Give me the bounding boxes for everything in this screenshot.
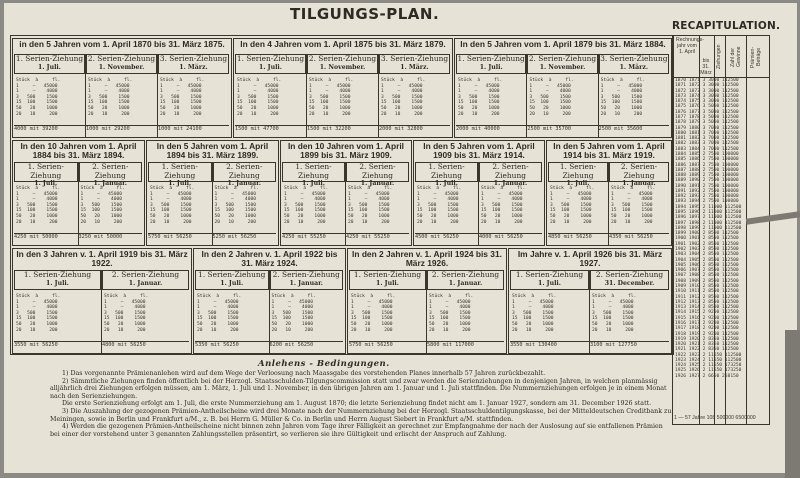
series-date: 1. Juli. — [566, 180, 590, 187]
series-date: 1. Januar. — [93, 180, 127, 187]
series-date: 1. Juli. — [259, 63, 282, 71]
recap-rows — [675, 78, 769, 422]
series-header — [213, 162, 277, 187]
recap-row: 1886 1887 2 7500 100000 — [675, 162, 739, 168]
series-header — [479, 162, 542, 187]
condition-paragraph: Die erste Serienziehung erfolgt am 1. Juli, die erste Nummerziehung am 1. August 1870; die letzte Serienziehung findet nicht am 1. Januar 1927, sondern am 31. December 1926 statt. — [62, 400, 652, 408]
recap-row: 1897 1898 2 11000 112500 — [675, 220, 742, 226]
series-header — [195, 270, 269, 290]
period-title: In den 5 Jahren vom 1. April 1879 bis 31. März 1884. — [460, 39, 666, 49]
condition-paragraph: 2) Sämmtliche Ziehungen finden öffentlich bei der Herzogl. Staatsschulden-Tilgungscommission statt und zwar werden die Serienziehungen in denjenigen Jahren, in welchen planmässig alljährlich drei Ziehungen erfolgen müssen, am 1. März, 1. Juli und 1. November, in den übrigen Jahren am 1. Januar und 1. Juli stattfinden. Die Nummernziehungen erfolgen je in einem Monat nach den Serienziehungen. — [50, 377, 667, 400]
series-header — [349, 270, 426, 290]
recap-row: 1877 1878 3 5000 112500 — [675, 114, 739, 120]
recap-row: 1891 1892 2 7500 100000 — [675, 188, 739, 194]
recap-row: 1874 1875 3 3000 112500 — [675, 99, 739, 105]
series-header — [527, 54, 597, 74]
series-name: 1. Serien-Ziehung — [428, 162, 465, 180]
recap-row: 1920 1921 2 8350 112500 — [675, 342, 739, 348]
series-values: Stück à fl. 1 — 45000 1 — 4000 3 500 1500 15 100 1500 50 20 1000 20 10 200 — [458, 78, 503, 117]
recap-row: 1880 1881 3 7000 112500 — [675, 130, 739, 136]
series-header — [270, 270, 344, 290]
series-total: 4250 mit 55250 — [346, 233, 409, 244]
series-name: 1. Serien-Ziehung — [23, 270, 92, 279]
series-header — [510, 270, 589, 290]
series-values: Stück à fl. 1 — 45000 1 — 4000 3 500 1500 15 100 1500 50 20 1000 20 10 200 — [104, 294, 149, 333]
series-date: 1. Juli. — [538, 279, 561, 287]
series-date: 1. Juli. — [38, 63, 61, 71]
series-header — [427, 270, 504, 290]
series-divider — [345, 162, 346, 246]
series-values: Stück à fl. 1 — 45000 1 — 4000 3 500 1500 15 100 1500 50 20 1000 20 10 200 — [429, 294, 474, 333]
recap-header-count: Zahl der Gewinne — [730, 46, 742, 68]
period-title: In den 2 Jahren v. 1. April 1922 bis 31. März 1924. — [201, 249, 338, 268]
series-name: 3. Serien-Ziehung — [600, 54, 668, 63]
series-total: 5800 mit 117000 — [427, 341, 504, 352]
series-date: 1. Januar. — [448, 279, 483, 287]
recap-header-to: bis 31. März — [700, 58, 712, 76]
recap-row: 1903 1904 2 8500 112500 — [675, 252, 739, 258]
period-title: in den 5 Jahren vom 1. April 1870 bis 31. März 1875. — [19, 39, 225, 49]
recap-row: 1921 1922 2 8350 112500 — [675, 347, 739, 353]
period-title: In den 5 Jahren vom 1. April 1914 bis 31. März 1919. — [553, 141, 665, 160]
series-header — [102, 270, 189, 290]
period-title: In den 10 Jahren vom 1. April 1884 bis 31. März 1894. — [20, 141, 137, 160]
recap-row: 1906 1907 2 8500 112500 — [675, 268, 739, 274]
series-date: 1. Januar. — [493, 180, 528, 187]
period-title: In den 2 Jahren v. 1. April 1924 bis 31. März 1926. — [352, 249, 502, 268]
series-date: 1. Juli. — [435, 180, 458, 187]
recap-row: 1878 1879 3 5000 112500 — [675, 120, 739, 126]
series-values: Stück à fl. 1 — 45000 1 — 4000 3 500 1500 15 100 1500 50 20 1000 20 10 200 — [550, 186, 595, 225]
recap-row: 1923 1924 2 11550 112500 — [675, 357, 742, 363]
series-name: 2. Serien-Ziehung — [272, 270, 340, 279]
series-total: 2500 mit 35700 — [527, 125, 597, 136]
series-name: 1. Serien-Ziehung — [15, 54, 84, 63]
period-title: In den 5 Jahren vom 1. April 1909 bis 31. März 1914. — [423, 141, 535, 160]
recap-row: 1901 1902 2 8500 112500 — [675, 241, 739, 247]
series-divider — [598, 54, 599, 138]
series-total: 4250 mit 50000 — [14, 233, 78, 244]
series-total: 5350 mit 56250 — [195, 341, 269, 352]
recap-row: 1879 1880 3 7000 112500 — [675, 125, 739, 131]
series-name: 1. Serien-Ziehung — [515, 270, 584, 279]
recap-row: 1900 1901 2 8500 112500 — [675, 236, 739, 242]
series-header — [415, 162, 478, 187]
series-values: Stück à fl. 1 — 45000 1 — 4000 3 500 1500 15 100 1500 50 20 1000 20 10 200 — [160, 78, 205, 117]
series-values: Stück à fl. 1 — 45000 1 — 4000 3 500 1500 15 100 1500 50 20 1000 20 10 200 — [381, 78, 426, 117]
recap-row: 1917 1918 2 9200 112500 — [675, 326, 739, 332]
series-date: 1. März. — [400, 63, 429, 71]
series-divider — [78, 162, 79, 246]
series-total: 2500 mit 35600 — [599, 125, 669, 136]
series-values: Stück à fl. 1 — 45000 1 — 4000 3 500 1500 15 100 1500 50 20 1000 20 10 200 — [481, 186, 526, 225]
period-title: In den 4 Jahren vom 1. April 1875 bis 31. März 1879. — [240, 39, 446, 49]
series-values: Stück à fl. 1 — 45000 1 — 4000 3 500 1500 15 100 1500 50 20 1000 20 10 200 — [88, 78, 133, 117]
recap-row: 1884 1885 2 7500 100000 — [675, 151, 739, 157]
series-values: Stück à fl. 1 — 45000 1 — 4000 3 500 1500 15 100 1500 50 20 1000 20 10 200 — [150, 186, 195, 225]
recap-row: 1911 1912 2 8500 112500 — [675, 294, 739, 300]
series-header — [307, 54, 378, 74]
series-date: 1. November. — [319, 63, 366, 71]
recap-row: 1896 1897 2 11000 112500 — [675, 215, 742, 221]
recap-row: 1908 1909 2 8500 112500 — [675, 278, 739, 284]
recap-header-amount: Prämien-Beträge — [750, 46, 762, 68]
series-total: 4000 mit 39200 — [14, 125, 85, 136]
series-total: 5750 mit 56250 — [349, 341, 426, 352]
series-header — [14, 162, 78, 187]
series-total: 2000 mit 32800 — [379, 125, 450, 136]
series-name: 2. Serien-Ziehung — [528, 54, 597, 63]
series-values: Stück à fl. 1 — 45000 1 — 4000 3 500 1500 15 100 1500 50 20 1000 20 10 200 — [512, 294, 557, 333]
series-name: 2. Serien-Ziehung — [111, 270, 180, 279]
series-divider — [306, 54, 307, 138]
recap-row: 1895 1896 2 11000 112500 — [675, 210, 742, 216]
series-values: Stück à fl. 1 — 45000 1 — 4000 3 500 1500 15 100 1500 50 20 1000 20 10 200 — [417, 186, 462, 225]
series-name: 2. Serien-Ziehung — [359, 162, 396, 180]
series-header — [599, 54, 669, 74]
series-header — [158, 54, 229, 74]
series-header — [548, 162, 608, 187]
series-values: Stück à fl. 1 — 45000 1 — 4000 3 500 1500 15 100 1500 50 20 1000 20 10 200 — [529, 78, 574, 117]
series-name: 2. Serien-Ziehung — [87, 54, 156, 63]
recap-row: 1904 1905 2 8500 112500 — [675, 257, 739, 263]
series-divider — [608, 162, 609, 246]
series-values: Stück à fl. 1 — 45000 1 — 4000 3 500 1500 15 100 1500 50 20 1000 20 10 200 — [351, 294, 396, 333]
period-title: In den 3 Jahren v. 1. April 1919 bis 31. März 1922. — [16, 249, 188, 268]
recap-row: 1926 1927 2 6650 258150 — [675, 373, 739, 379]
series-total: 1000 mit 24100 — [158, 125, 229, 136]
series-name: 1. Serien-Ziehung — [295, 162, 332, 180]
recap-row: 1913 1914 2 8500 112500 — [675, 305, 739, 311]
recap-row: 1925 1926 2 11550 173250 — [675, 368, 742, 374]
recap-row: 1909 1910 2 8500 112500 — [675, 283, 739, 289]
series-name: 1. Serien-Ziehung — [457, 54, 525, 63]
series-date: 1. Juli. — [34, 180, 58, 187]
series-header — [609, 162, 669, 187]
recap-row: 1883 1884 3 7000 112500 — [675, 146, 739, 152]
series-divider — [212, 162, 213, 246]
recap-footer: 1 — 57 Jahre 108 500000 6500000 — [674, 415, 756, 421]
series-total: 6200 mit 56250 — [270, 341, 344, 352]
recap-row: 1870 1871 3 3000 112500 — [675, 78, 739, 83]
series-date: 1. Januar. — [289, 279, 323, 287]
series-name: 1. Serien-Ziehung — [559, 162, 597, 180]
series-name: 2. Serien-Ziehung — [226, 162, 263, 180]
series-total: 3550 mit 56250 — [14, 341, 101, 352]
recap-row: 1876 1877 3 5000 112500 — [675, 109, 739, 115]
recap-row: 1916 1917 2 9200 112500 — [675, 320, 739, 326]
series-name: 2. Serien-Ziehung — [92, 162, 129, 180]
series-values: Stück à fl. 1 — 45000 1 — 4000 3 500 1500 15 100 1500 50 20 1000 20 10 200 — [611, 186, 656, 225]
series-name: 1. Serien-Ziehung — [236, 54, 305, 63]
recap-row: 1893 1894 2 7500 100000 — [675, 199, 739, 205]
series-total: 3250 mit 50000 — [79, 233, 143, 244]
recap-row: 1885 1886 2 7500 100000 — [675, 157, 739, 163]
series-date: 1. Juli. — [376, 279, 399, 287]
series-total: 4850 mit 56250 — [548, 233, 608, 244]
recap-row: 1871 1872 3 3000 112500 — [675, 83, 739, 89]
series-date: 1. November. — [539, 63, 586, 71]
series-values: Stück à fl. 1 — 45000 1 — 4000 3 500 1500 15 100 1500 50 20 1000 20 10 200 — [16, 294, 61, 333]
series-divider — [85, 54, 86, 138]
series-values: Stück à fl. 1 — 45000 1 — 4000 3 500 1500 15 100 1500 50 20 1000 20 10 200 — [592, 294, 637, 333]
recap-row: 1914 1915 2 9200 112500 — [675, 310, 739, 316]
series-total: 4250 mit 55250 — [282, 233, 345, 244]
recap-row: 1918 1919 2 9200 112500 — [675, 331, 739, 337]
series-header — [14, 270, 101, 290]
paper-tear — [785, 330, 800, 478]
recap-row: 1894 1895 2 11000 112500 — [675, 204, 742, 210]
recap-row: 1922 1923 2 11550 112500 — [675, 352, 742, 358]
recap-row: 1915 1916 2 9200 112500 — [675, 315, 739, 321]
series-values: Stück à fl. 1 — 45000 1 — 4000 3 500 1500 15 100 1500 50 20 1000 20 10 200 — [16, 78, 61, 117]
series-total: 4350 mit 56250 — [609, 233, 669, 244]
recap-row: 1892 1893 2 7500 100000 — [675, 194, 739, 200]
series-header — [282, 162, 345, 187]
series-values: Stück à fl. 1 — 45000 1 — 4000 3 500 1500 15 100 1500 50 20 1000 20 10 200 — [214, 186, 259, 225]
series-total: 4000 mit 56250 — [479, 233, 542, 244]
series-date: 1. Juli. — [46, 279, 69, 287]
series-header — [590, 270, 669, 290]
series-total: 3550 mit 130400 — [510, 341, 589, 352]
recap-row: 1899 1900 2 8500 112500 — [675, 231, 739, 237]
series-date: 1. Januar. — [360, 180, 395, 187]
conditions-title: Anlehens - Bedingungen. — [258, 359, 390, 369]
series-header — [235, 54, 306, 74]
series-name: 1. Serien-Ziehung — [353, 270, 422, 279]
series-divider — [526, 54, 527, 138]
series-header — [379, 54, 450, 74]
series-date: 1. Januar. — [128, 279, 163, 287]
series-name: 2. Serien-Ziehung — [595, 270, 664, 279]
series-values: Stück à fl. 1 — 45000 1 — 4000 3 500 1500 15 100 1500 50 20 1000 20 10 200 — [284, 186, 329, 225]
series-divider — [101, 270, 102, 354]
condition-paragraph: 4) Werden die gezogenen Prämien-Antheilscheine nicht binnen zehn Jahren vom Tage ihrer Fälligkeit an gerechnet zur Empfangnahme der nach der Auslosung auf sie entfallenen Prämien bei einer der vorstehend unter 3 genannten Zahlungsstellen präsentirt, so verlieren sie ihre Gültigkeit und erlischt der Anspruch auf Zahlung. — [50, 423, 663, 438]
series-divider — [269, 270, 270, 354]
series-total: 3100 mit 127750 — [590, 341, 669, 352]
recap-row: 1890 1891 2 7500 100000 — [675, 183, 739, 189]
condition-paragraph: 1) Das vorgenannte Prämienanlehen wird auf dem Wege der Verloosung nach Maassgabe des vorstehenden Planes innerhalb 57 Jahren zurückbezahlt. — [62, 370, 546, 377]
period-title: In den 10 Jahren vom 1. April 1899 bis 31. März 1909. — [287, 141, 405, 160]
series-name: 2. Serien-Ziehung — [492, 162, 529, 180]
recap-row: 1888 1889 2 7500 100000 — [675, 173, 739, 179]
recap-row: 1902 1903 2 8500 112500 — [675, 247, 739, 252]
series-date: 1. Juli. — [220, 279, 244, 287]
series-values: Stück à fl. 1 — 45000 1 — 4000 3 500 1500 15 100 1500 50 20 1000 20 10 200 — [197, 294, 242, 333]
series-date: 31. December. — [604, 279, 655, 287]
series-total: 4800 mit 56250 — [102, 341, 189, 352]
series-header — [86, 54, 157, 74]
recap-row: 1919 1920 2 8350 112500 — [675, 336, 739, 342]
series-date: 1. Juli. — [479, 63, 503, 71]
series-divider — [426, 270, 427, 354]
recap-row: 1887 1888 2 7500 100000 — [675, 167, 739, 173]
series-name: 1. Serien-Ziehung — [27, 162, 64, 180]
series-date: 1. März. — [619, 63, 649, 71]
series-name: 3. Serien-Ziehung — [380, 54, 449, 63]
series-divider — [378, 54, 379, 138]
series-total: 1500 mit 32200 — [307, 125, 378, 136]
series-date: 1. Januar. — [622, 180, 656, 187]
page-title: TILGUNGS-PLAN. — [290, 5, 440, 23]
series-name: 2. Serien-Ziehung — [308, 54, 377, 63]
series-date: 1. März. — [179, 63, 208, 71]
recap-header-draws: Ziehungen — [716, 44, 722, 70]
recap-row: 1882 1883 3 7000 112500 — [675, 141, 739, 147]
conditions-text — [50, 370, 672, 466]
series-header — [456, 54, 526, 74]
recap-header-year: Rechnungs-jahr vom 1. April — [676, 37, 704, 55]
series-values: Stück à fl. 1 — 45000 1 — 4000 3 500 1500 15 100 1500 50 20 1000 20 10 200 — [80, 186, 125, 225]
series-values: Stück à fl. 1 — 45000 1 — 4000 3 500 1500 15 100 1500 50 20 1000 20 10 200 — [16, 186, 61, 225]
series-values: Stück à fl. 1 — 45000 1 — 4000 3 500 1500 15 100 1500 50 20 1000 20 10 200 — [309, 78, 354, 117]
recap-row: 1907 1908 2 8500 112500 — [675, 273, 739, 279]
condition-paragraph: 3) Die Auszahlung der gezogenen Prämien-Antheilscheine wird drei Monate nach der Nummernziehung bei der Herzogl. Staatsschuldentilgungskasse, bei der Mitteldeutschen Creditbank zu Meiningen, sowie in Berlin und Frankfurt a/M., z. B. bei Herrn G. Müller & Co. in Berlin und Herrn August Siebert in Frankfurt a/M. stattfinden. — [50, 407, 672, 423]
period-title: Im Jahre v. 1. April 1926 bis 31. März 1927. — [517, 249, 663, 268]
series-divider — [478, 162, 479, 246]
recap-row: 1889 1890 2 7500 100000 — [675, 178, 739, 184]
recap-row: 1898 1899 2 11000 112500 — [675, 225, 742, 231]
recap-title: RECAPITULATION. — [672, 20, 781, 32]
recap-row: 1873 1874 3 3000 112500 — [675, 93, 739, 99]
series-values: Stück à fl. 1 — 45000 1 — 4000 3 500 1500 15 100 1500 50 20 1000 20 10 200 — [271, 294, 316, 333]
series-total: 4500 mit 56250 — [415, 233, 478, 244]
series-name: 2. Serien-Ziehung — [620, 162, 658, 180]
series-divider — [157, 54, 158, 138]
series-total: 2000 mit 40000 — [456, 125, 526, 136]
series-header — [14, 54, 85, 74]
series-date: 1. Januar. — [227, 180, 261, 187]
series-total: 5750 mit 56250 — [148, 233, 212, 244]
series-values: Stück à fl. 1 — 45000 1 — 4000 3 500 1500 15 100 1500 50 20 1000 20 10 200 — [237, 78, 282, 117]
recap-row: 1912 1913 2 8500 112500 — [675, 299, 739, 305]
recap-row: 1905 1906 2 8500 112500 — [675, 262, 739, 268]
series-total: 1500 mit 47700 — [235, 125, 306, 136]
series-date: 1. Juli. — [302, 180, 325, 187]
series-header — [79, 162, 143, 187]
series-header — [148, 162, 212, 187]
series-total: 5250 mit 56250 — [213, 233, 277, 244]
series-date: 1. November. — [98, 63, 145, 71]
series-name: 1. Serien-Ziehung — [161, 162, 198, 180]
series-divider — [589, 270, 590, 354]
series-values: Stück à fl. 1 — 45000 1 — 4000 3 500 1500 15 100 1500 50 20 1000 20 10 200 — [600, 78, 645, 117]
recap-row: 1872 1873 3 3000 112500 — [675, 88, 739, 94]
recap-row: 1881 1882 3 7000 112500 — [675, 136, 739, 142]
series-date: 1. Juli. — [168, 180, 192, 187]
series-name: 2. Serien-Ziehung — [431, 270, 500, 279]
series-name: 1. Serien-Ziehung — [198, 270, 266, 279]
series-total: 1000 mit 29200 — [86, 125, 157, 136]
period-title: In den 5 Jahren vom 1. April 1894 bis 31. März 1899. — [156, 141, 269, 160]
recap-row: 1910 1911 2 8500 112500 — [675, 289, 739, 295]
series-name: 3. Serien-Ziehung — [159, 54, 228, 63]
series-header — [346, 162, 409, 187]
recap-row: 1924 1925 2 11550 173250 — [675, 363, 742, 369]
recap-row: 1875 1876 3 5000 112500 — [675, 104, 739, 110]
series-values: Stück à fl. 1 — 45000 1 — 4000 3 500 1500 15 100 1500 50 20 1000 20 10 200 — [348, 186, 393, 225]
